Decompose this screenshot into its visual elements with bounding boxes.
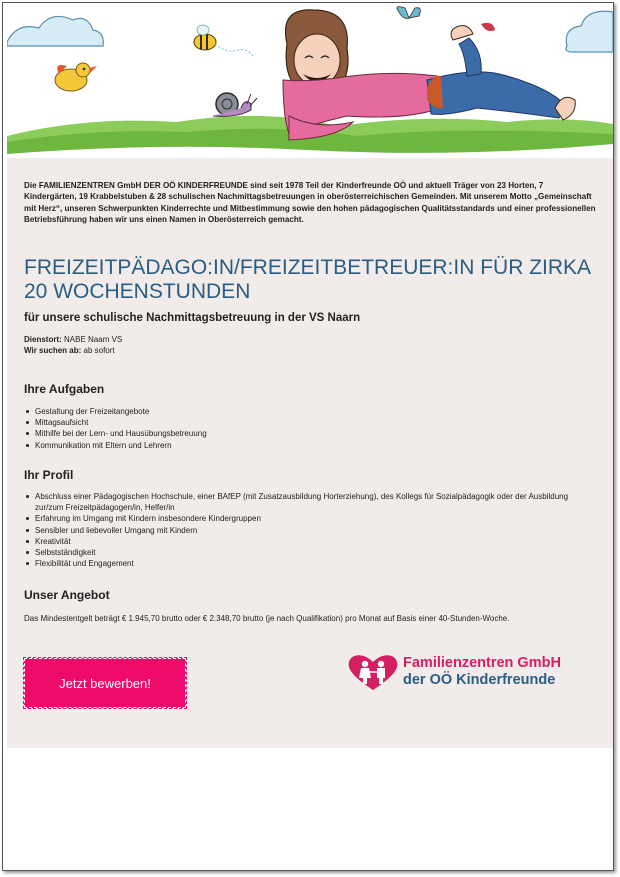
bird-icon [55, 63, 97, 91]
list-item: Abschluss einer Pädagogischen Hochschule, einer BAfEP (mit Zusatzausbildung Horterziehung), des Kollegs für Sozialpädagogik oder der Ausbildung zur/zum Freizeitpädagogen/in, Helfer/in [24, 491, 594, 513]
bee-icon [194, 25, 253, 56]
list-item: Kommunikation mit Eltern und Lehrern [24, 440, 594, 451]
dienstort-value: NABE Naam VS [61, 335, 123, 344]
logo-wordmark [403, 655, 561, 689]
list-item: Sensibler und liebevoller Umgang mit Kindern [24, 525, 594, 536]
profil-heading: Ihr Profil [24, 468, 74, 482]
dienstort-row [24, 334, 122, 345]
angebot-text: Das Mindestentgelt beträgt € 1.945,70 brutto oder € 2.348,70 brutto (je nach Qualifikation) pro Monat auf Basis einer 40-Stunden-Woche. [24, 614, 510, 623]
cloud-left-icon [7, 16, 103, 46]
list-item: Selbstständigkeit [24, 547, 594, 558]
list-item: Gestaltung der Freizeitangebote [24, 406, 594, 417]
start-value: ab sofort [81, 346, 115, 355]
list-item: Kreativität [24, 536, 594, 547]
snail-icon [213, 93, 257, 116]
start-label: Wir suchen ab: [24, 346, 82, 355]
job-meta [24, 334, 122, 356]
dienstort-label: Dienstort: [24, 335, 62, 344]
company-logo[interactable] [347, 652, 597, 696]
profil-list [24, 491, 594, 569]
job-title: FREIZEITPÄDAGO:IN/FREIZEITBETREUER:IN FÜR ZIRKA 20 WOCHENSTUNDEN [24, 256, 590, 303]
logo-line1: Familienzentren GmbH [403, 655, 561, 671]
list-item: Erfahrung im Umgang mit Kindern insbesondere Kindergruppen [24, 513, 594, 524]
company-intro: Die FAMILIENZENTREN GmbH DER OÖ KINDERFREUNDE sind seit 1978 Teil der Kinderfreunde OÖ und aktuell Träger von 23 Horten, 7 Kindergärten, 19 Krabbelstuben & 28 schulischen Nachmittagsbetreuungen in oberösterreichischen Gemeinden. Mit unserem Motto „Gemeinschaft mit Herz“, unseren Schwerpunkten Kinderrechte und Mitbestimmung sowie den hohen pädagogischen Qualitätsstandards und einer professionellen Betriebsführung haben wir uns einen Namen in Oberösterreich gemacht. [24, 181, 596, 224]
header-illustration [7, 4, 613, 162]
job-subtitle: für unsere schulische Nachmittagsbetreuung in der VS Naarn [24, 312, 361, 324]
aufgaben-heading: Ihre Aufgaben [24, 382, 105, 396]
aufgaben-list [24, 406, 594, 451]
list-item: Mithilfe bei der Lern- und Hausübungsbetreuung [24, 428, 594, 439]
cloud-right-icon [566, 11, 613, 52]
butterfly-icon [397, 7, 420, 19]
list-item: Mittagsaufsicht [24, 417, 594, 428]
job-ad-body [7, 158, 613, 748]
list-item: Flexibilität und Engagement [24, 558, 594, 569]
logo-line2: der OÖ Kinderfreunde [403, 672, 556, 688]
apply-button[interactable]: Jetzt bewerben! [24, 658, 186, 708]
start-row [24, 345, 122, 356]
heart-children-icon [347, 652, 399, 692]
angebot-heading: Unser Angebot [24, 588, 110, 602]
